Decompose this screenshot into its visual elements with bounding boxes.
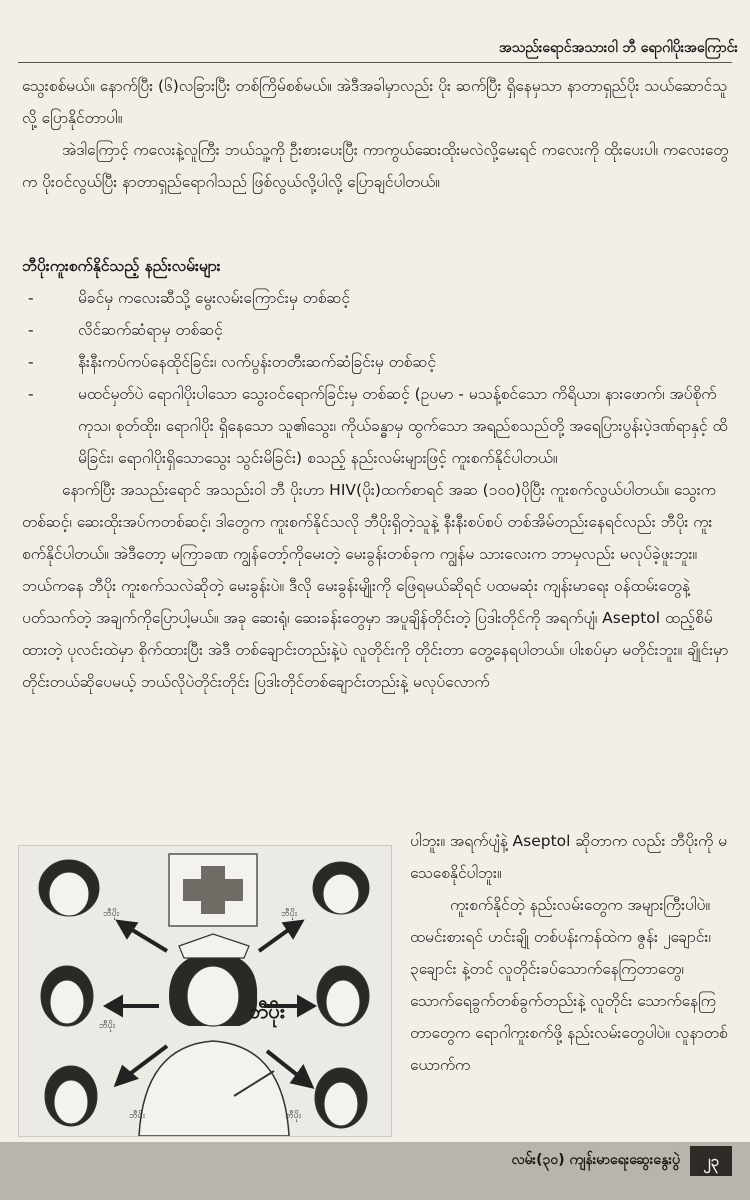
list-item: - လိင်ဆက်ဆံရာမှ တစ်ဆင့် xyxy=(22,314,730,346)
list-item: - မထင်မှတ်ပဲ ရောဂါပိုးပါသော သွေးဝင်ရောက်ခြင်းမှ တစ်ဆင့် (ဥပမာ - မသန့်စင်သော ကိရိယာ၊ နားဖောက်၊ အပ်စိုက်ကုသ၊ စုတ်ထိုး၊ ရောဂါပိုး ရှိနေသော သူ၏သွေး၊ ကိုယ်ခန္ဓာမှ ထွက်သော အရည်စသည်တို့ အရေပြားပွန်းပဲ့ဒဏ်ရာနှင့် ထိမိခြင်း၊ ရောဂါပိုးရှိသောသွေး သွင်းမိခြင်း) စသည့် နည်းလမ်းများဖြင့် ကူးစက်နိုင်ပါတယ်။ xyxy=(22,378,730,474)
section-heading: ဘီပိုးကူးစက်နိုင်သည့် နည်းလမ်းများ xyxy=(22,257,221,275)
side-paragraph-1: ပါဘူး။ အရက်ပျံနဲ့ Aseptol ဆိုတာက လည်း ဘီပိုးကို မသေစေနိုင်ပါဘူး။ xyxy=(410,832,727,882)
running-header: အသည်းရောင်အသားဝါ ဘီ ရောဂါပိုးအကြောင်း xyxy=(498,40,738,56)
main-text xyxy=(22,70,730,698)
small-label: ဘီပိုး xyxy=(285,1111,302,1121)
paragraph-1: သွေးစစ်မယ်။ နောက်ပြီး (၆)လခြားပြီး တစ်ကြိမ်စစ်မယ်။ အဲဒီအခါမှာလည်း ပိုး ဆက်ပြီး ရှိနေမှသာ နာတာရှည်ပိုး သယ်ဆောင်သူလို့ ပြောနိုင်တာပါ။ xyxy=(22,77,728,127)
figure-label: ဘီပိုး xyxy=(249,999,285,1023)
small-label: ဘီပိုး xyxy=(281,909,298,919)
list-item: - မိခင်မှ ကလေးဆီသို့ မွေးလမ်းကြောင်းမှ တစ်ဆင့် xyxy=(22,282,730,314)
list-item: - နီးနီးကပ်ကပ်နေထိုင်ခြင်း၊ လက်ပွန်းတတီးဆက်ဆံခြင်းမှ တစ်ဆင့် xyxy=(22,346,730,378)
transmission-list xyxy=(22,282,730,474)
illustration xyxy=(18,845,392,1137)
header-rule xyxy=(18,62,732,63)
small-label: ဘီပိုး xyxy=(99,1021,116,1031)
nurse-figure xyxy=(139,934,289,1136)
small-label: ဘီပိုး xyxy=(103,909,120,919)
page-number: ၂၃ xyxy=(690,1146,732,1176)
nurse-illustration xyxy=(19,846,391,1136)
side-paragraph-2: ကူးစက်နိုင်တဲ့ နည်းလမ်းတွေက အများကြီးပါပဲ။ ထမင်းစားရင် ဟင်းချို တစ်ပန်းကန်ထဲက ဇွန်း ၂ချောင်း၊ ၃ချောင်း နဲ့တင် လူတိုင်းခပ်သောက်နေကြတာတွေ၊ သောက်ရေခွက်တစ်ခွက်တည်းနဲ့ လူတိုင်း သောက်နေကြတာတွေက ရောဂါကူးစက်ဖို့ နည်းလမ်းတွေပါပဲ။ လူနာတစ်ယောက်က xyxy=(410,896,728,1074)
paragraph-2: အဲဒါကြောင့် ကလေးနဲ့လူကြီး ဘယ်သူ့ကို ဦးစားပေးပြီး ကာကွယ်ဆေးထိုးမလဲလို့မေးရင် ကလေးကို ထိုးပေးပါ၊ ကလေးတွေက ပိုးဝင်လွယ်ပြီး နာတာရှည်ရောဂါသည် ဖြစ်လွယ်လို့ပါလို့ ပြောချင်ပါတယ်။ xyxy=(22,141,729,191)
footer-title: လမ်း(၃၀) ကျန်းမာရေးဆွေးနွေးပွဲ xyxy=(511,1152,680,1168)
paragraph-3: နောက်ပြီး အသည်းရောင် အသည်းဝါ ဘီ ပိုးဟာ HIV(ပိုး)ထက်စာရင် အဆ (၁၀၀)ပိုပြီး ကူးစက်လွယ်ပါတယ်။ သွေးကတစ်ဆင့်၊ ဆေးထိုးအပ်ကတစ်ဆင့်၊ ဒါတွေက ကူးစက်နိုင်သလို ဘီပိုးရှိတဲ့သူနဲ့ နီးနီးစပ်စပ် တစ်အိမ်တည်းနေရင်လည်း ဘီပိုး ကူးစက်နိုင်ပါတယ်။ အဲဒီတော့ မကြာခဏ ကျွန်တော့်ကိုမေးတဲ့ မေးခွန်းတစ်ခုက ကျွန်မ သားလေးက ဘာမှလည်း မလုပ်ခဲ့ဖူးဘူး။ ဘယ်ကနေ ဘီပိုး ကူးစက်သလဲဆိုတဲ့ မေးခွန်းပဲ။ ဒီလို မေးခွန်းမျိုးကို ဖြေရမယ်ဆိုရင် ပထမဆုံး ကျန်းမာရေး ဝန်ထမ်းတွေနဲ့ ပတ်သက်တဲ့ အချက်ကိုပြောပါ့မယ်။ အခု ဆေးရုံ၊ ဆေးခန်းတွေမှာ အပူချိန်တိုင်းတဲ့ ပြဒါးတိုင်ကို အရက်ပျံ၊ Aseptol ထည့်စိမ်ထားတဲ့ ပုလင်းထဲမှာ စိုက်ထားပြီး အဲဒီ တစ်ချောင်းတည်းနဲ့ပဲ လူတိုင်းကို တိုင်းတာ တွေ့နေရပါတယ်။ ပါးစပ်မှာ မတိုင်းဘူး။ ချိုင်းမှာ တိုင်းတယ်ဆိုပေမယ့် ဘယ်လိုပဲတိုင်းတိုင်း ပြဒါးတိုင်တစ်ချောင်းတည်းနဲ့ မလုပ်လောက် xyxy=(22,481,729,691)
small-label: ဘီပိုး xyxy=(129,1111,146,1121)
side-text xyxy=(410,825,730,1081)
